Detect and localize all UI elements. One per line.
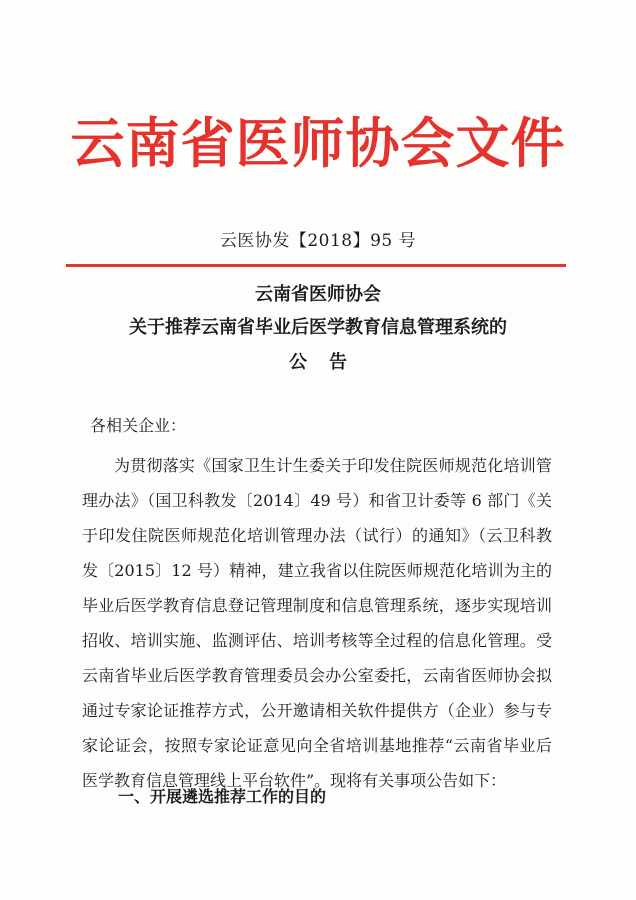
section-heading-1: 一、开展遴选推荐工作的目的 [118, 787, 327, 806]
body-paragraph: 为贯彻落实《国家卫生计生委关于印发住院医师规范化培训管理办法》（国卫科教发〔2014〕49 号）和省卫计委等 6 部门《关于印发住院医师规范化培训管理办法（试行）的通知》（云卫科教发〔2015〕12 号）精神，建立我省以住院医师规范化培训为主的毕业后医学教育信息登记管理制度和信息管理系统，逐步实现培训招收、培训实施、监测评估、培训考核等全过程的信息化管理。受云南省毕业后医学教育管理委员会办公室委托，云南省医师协会拟通过专家论证推荐方式，公开邀请相关软件提供方（企业）参与专家论证会，按照专家论证意见向全省培训基地推荐“云南省毕业后医学教育信息管理线上平台软件”。现将有关事项公告如下： [82, 456, 552, 790]
red-divider-rule [66, 264, 566, 267]
masthead-title: 云南省医师协会文件 [70, 111, 566, 175]
notice-subject-title: 关于推荐云南省毕业后医学教育信息管理系统的 [129, 317, 507, 338]
document-number: 云医协发【2018】95 号 [219, 231, 417, 251]
salutation: 各相关企业： [90, 416, 187, 435]
issuer-title: 云南省医师协会 [255, 284, 381, 305]
notice-type-title: 公告 [289, 352, 369, 373]
